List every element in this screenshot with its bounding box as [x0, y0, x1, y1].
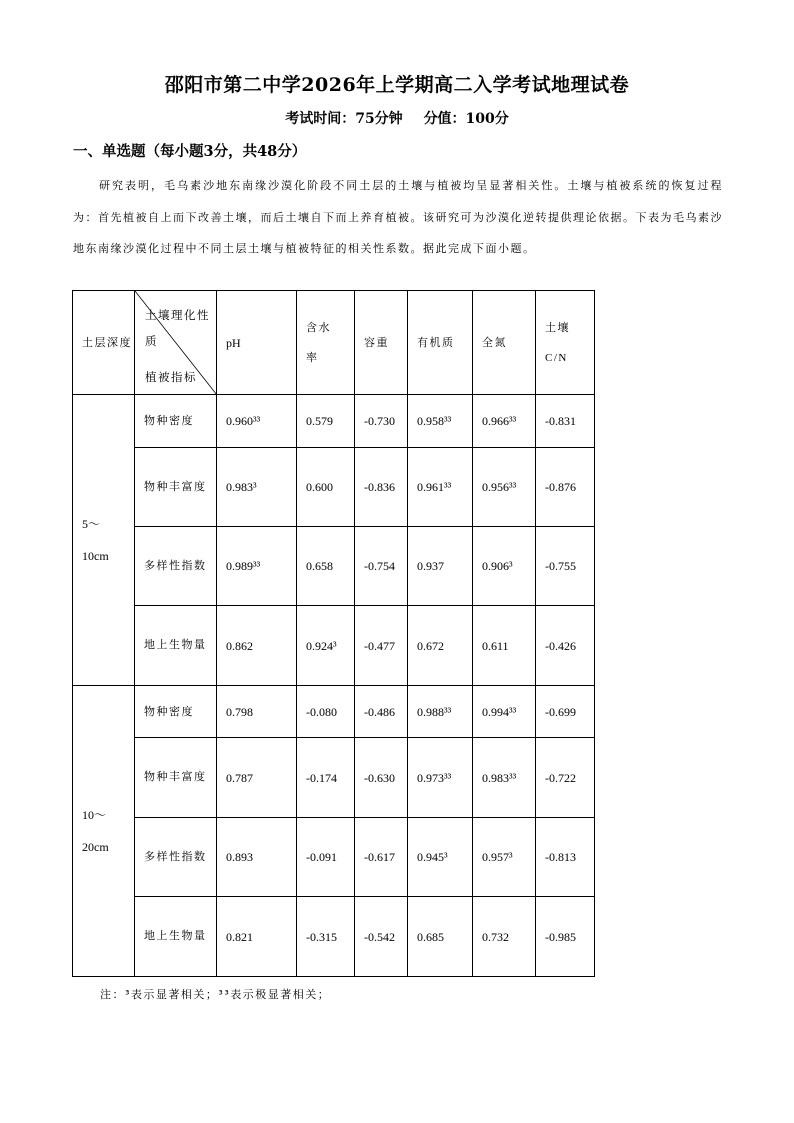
- table-row: [73, 448, 595, 527]
- table-row: [73, 527, 595, 606]
- cell: -0.080: [297, 686, 355, 738]
- row-label: 物种丰富度: [135, 448, 217, 527]
- cell: -0.813: [536, 818, 595, 897]
- cell: 0.958³³: [408, 395, 473, 448]
- exam-info: [0, 108, 794, 128]
- cell: 0.983³: [217, 448, 297, 527]
- cell: 0.862: [217, 606, 297, 686]
- cell: 0.579: [297, 395, 355, 448]
- cell: 0.961³³: [408, 448, 473, 527]
- cell: 0.945³: [408, 818, 473, 897]
- cell: -0.091: [297, 818, 355, 897]
- cell: 0.658: [297, 527, 355, 606]
- cell: -0.730: [355, 395, 408, 448]
- cell: 0.672: [408, 606, 473, 686]
- header-veg-index: 植被指标: [145, 372, 197, 384]
- row-label: 物种丰富度: [135, 738, 217, 818]
- cell: 0.989³³: [217, 527, 297, 606]
- cell: 0.983³³: [473, 738, 536, 818]
- cell: 0.973³³: [408, 738, 473, 818]
- row-label: 物种密度: [135, 395, 217, 448]
- table-note: 注：³表示显著相关；³³表示极显著相关；: [100, 988, 331, 1001]
- cell: -0.831: [536, 395, 595, 448]
- cell: -0.699: [536, 686, 595, 738]
- row-label: 物种密度: [135, 686, 217, 738]
- table-header-row: [73, 291, 595, 395]
- cell: -0.486: [355, 686, 408, 738]
- header-col-nitrogen: 全氮: [473, 291, 536, 395]
- table-row: [73, 395, 595, 448]
- cell: -0.876: [536, 448, 595, 527]
- table-row: [73, 686, 595, 738]
- correlation-table: [72, 290, 595, 977]
- cell: 0.787: [217, 738, 297, 818]
- cell: -0.174: [297, 738, 355, 818]
- cell: 0.988³³: [408, 686, 473, 738]
- depth-cell: 10～20cm: [73, 686, 135, 977]
- cell: -0.722: [536, 738, 595, 818]
- cell: -0.542: [355, 897, 408, 977]
- header-col-organic: 有机质: [408, 291, 473, 395]
- cell: 0.937: [408, 527, 473, 606]
- cell: 0.966³³: [473, 395, 536, 448]
- cell: 0.732: [473, 897, 536, 977]
- page-title: 邵阳市第二中学2026年上学期高二入学考试地理试卷: [164, 74, 630, 96]
- row-label: 多样性指数: [135, 527, 217, 606]
- question-passage: 研究表明，毛乌素沙地东南缘沙漠化阶段不同土层的土壤与植被均呈显著相关性。土壤与植被系统的恢复过程为：首先植被自上而下改善土壤，而后土壤自下而上养育植被。该研究可为沙漠化逆转提供理论依据。下表为毛乌素沙地东南缘沙漠化过程中不同土层土壤与植被特征的相关性系数。据此完成下面小题。: [73, 179, 723, 255]
- cell: -0.426: [536, 606, 595, 686]
- row-label: 地上生物量: [135, 606, 217, 686]
- table-row: [73, 606, 595, 686]
- cell: 0.960³³: [217, 395, 297, 448]
- cell: -0.836: [355, 448, 408, 527]
- cell: 0.611: [473, 606, 536, 686]
- cell: 0.821: [217, 897, 297, 977]
- cell: -0.617: [355, 818, 408, 897]
- header-col-bulk-density: 容重: [355, 291, 408, 395]
- cell: 0.994³³: [473, 686, 536, 738]
- cell: -0.630: [355, 738, 408, 818]
- depth-cell: 5～10cm: [73, 395, 135, 686]
- cell: -0.754: [355, 527, 408, 606]
- cell: 0.924³: [297, 606, 355, 686]
- cell: 0.600: [297, 448, 355, 527]
- exam-time: 考试时间：75分钟: [285, 111, 403, 127]
- header-col-ph: pH: [217, 291, 297, 395]
- row-label: 多样性指数: [135, 818, 217, 897]
- cell: -0.315: [297, 897, 355, 977]
- header-soil-props: 土壤理化性质: [145, 310, 210, 348]
- cell: 0.798: [217, 686, 297, 738]
- cell: -0.477: [355, 606, 408, 686]
- row-label: 地上生物量: [135, 897, 217, 977]
- cell: 0.957³: [473, 818, 536, 897]
- exam-score: 分值：100分: [423, 111, 509, 127]
- section-title: 一、单选题（每小题3分，共48分）: [73, 143, 307, 160]
- cell: 0.893: [217, 818, 297, 897]
- table-row: [73, 818, 595, 897]
- header-col-moisture: 含水率: [297, 291, 355, 395]
- cell: 0.956³³: [473, 448, 536, 527]
- header-col-cn: 土壤C/N: [536, 291, 595, 395]
- table-row: [73, 738, 595, 818]
- table-row: [73, 897, 595, 977]
- cell: -0.755: [536, 527, 595, 606]
- header-diagonal-cell: [135, 291, 217, 395]
- cell: 0.906³: [473, 527, 536, 606]
- cell: 0.685: [408, 897, 473, 977]
- header-depth: 土层深度: [73, 291, 135, 395]
- cell: -0.985: [536, 897, 595, 977]
